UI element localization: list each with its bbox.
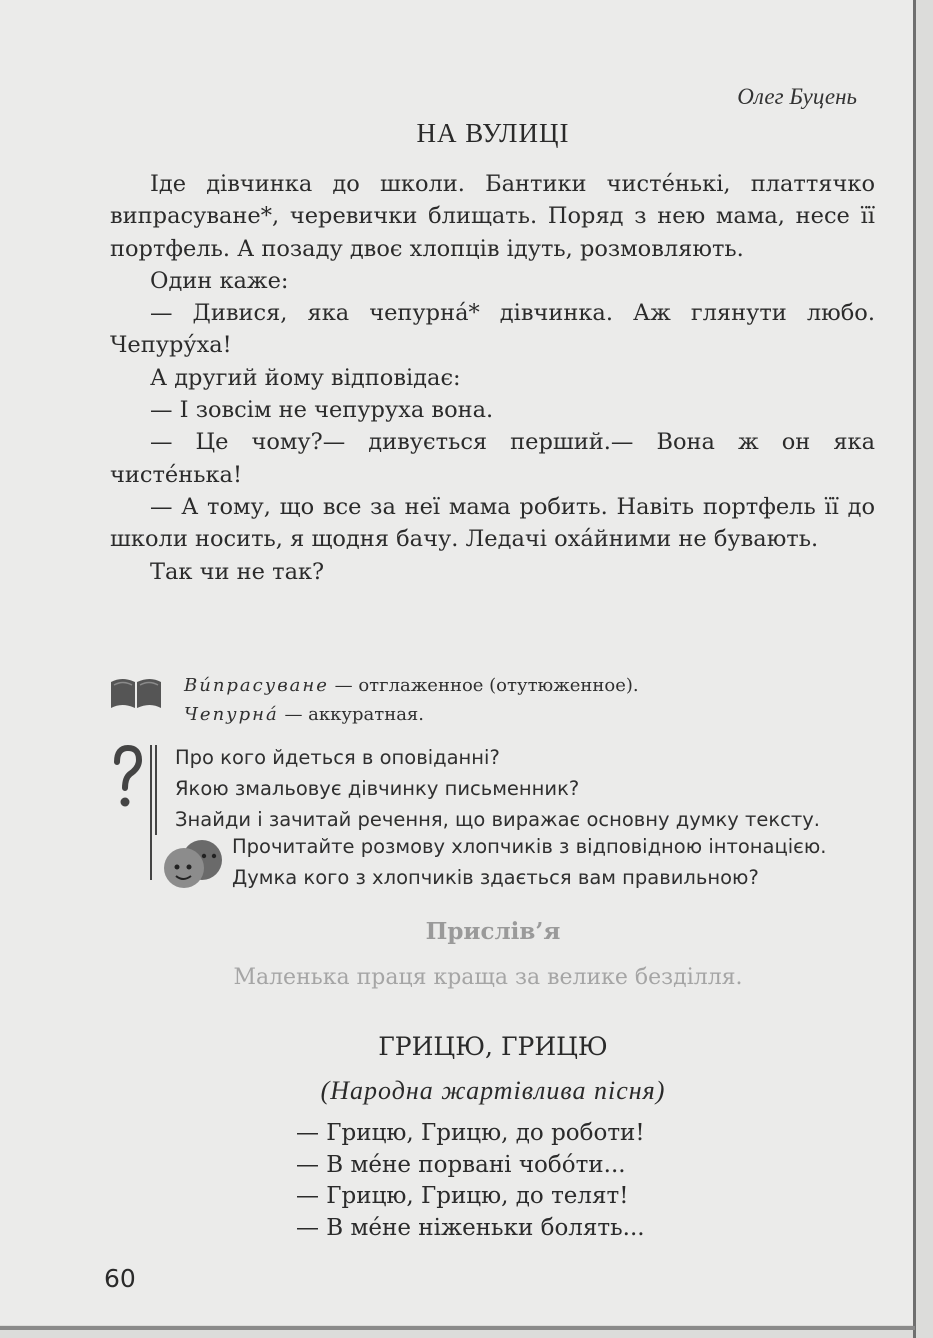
question-mark-icon — [110, 744, 144, 814]
tasks-list — [232, 831, 827, 893]
question-item: Про кого йдеться в оповіданні? — [175, 746, 500, 769]
proverb-text: Маленька праця краща за велике безділля. — [233, 965, 743, 990]
glossary-term: Чепурна́ — [184, 704, 279, 725]
song-line: — В ме́не ніженьки болять... — [296, 1214, 645, 1241]
story-paragraph: — Це чому?— дивується перший.— Вона ж он яка чисте́нька! — [110, 429, 875, 488]
task-item: Думка кого з хлопчиків здається вам правильною? — [232, 866, 759, 889]
story-paragraph: А другий йому відповідає: — [150, 364, 461, 391]
story-paragraph: — А тому, що все за неї мама робить. Навіть портфель її до школи носить, я щодня бачу. Ледачі оха́йними не бувають. — [110, 493, 875, 553]
glossary-definition: — аккуратная. — [278, 704, 425, 725]
page-number: 60 — [104, 1264, 136, 1293]
glossary-term: Ви́прасуване — [184, 675, 329, 696]
story-paragraph: — Дивися, яка чепурна́* дівчинка. Аж глянути любо. Чепуру́ха! — [110, 300, 875, 359]
task-item: Прочитайте розмову хлопчиків з відповідною інтонацією. — [232, 835, 827, 858]
story-paragraph: — І зовсім не чепуруха вона. — [150, 397, 494, 424]
song-title: ГРИЦЮ, ГРИЦЮ — [378, 1032, 608, 1061]
story-paragraph: Іде дівчинка до школи. Бантики чисте́нькі, платтячко випрасуване*, черевички блищать. Поряд з нею мама, несе її портфель. А позаду двоє хлопців ідуть, розмовляють. — [110, 171, 875, 262]
glossary-entry — [184, 671, 639, 700]
divider — [155, 745, 157, 835]
open-book-icon — [108, 674, 164, 716]
song-line: — В ме́не порвані чобо́ти... — [296, 1151, 626, 1178]
story-title: НА ВУЛИЦІ — [416, 118, 570, 148]
story-text — [110, 168, 875, 588]
song-line: — Грицю, Грицю, до телят! — [296, 1183, 629, 1210]
page-edge — [0, 1326, 915, 1330]
question-item: Знайди і зачитай речення, що виражає основну думку тексту. — [175, 808, 820, 831]
question-item: Якою змальовує дівчинку письменник? — [175, 777, 580, 800]
story-paragraph: Один каже: — [150, 267, 289, 294]
divider — [150, 745, 152, 880]
story-paragraph: Так чи не так? — [150, 558, 325, 585]
song-line: — Грицю, Грицю, до роботи! — [296, 1120, 645, 1146]
page-edge — [913, 0, 916, 1338]
glossary-definition: — отглаженное (отутюженное). — [328, 675, 639, 696]
glossary-entry — [184, 700, 639, 729]
proverb-heading: Прислів’я — [425, 918, 561, 945]
author-name: Олег Буцень — [737, 84, 857, 109]
questions-list — [175, 742, 820, 835]
song-subtitle: (Народна жартівлива пісня) — [320, 1076, 666, 1105]
song-lyrics — [296, 1118, 645, 1244]
glossary — [184, 671, 639, 729]
children-faces-icon — [160, 836, 226, 896]
